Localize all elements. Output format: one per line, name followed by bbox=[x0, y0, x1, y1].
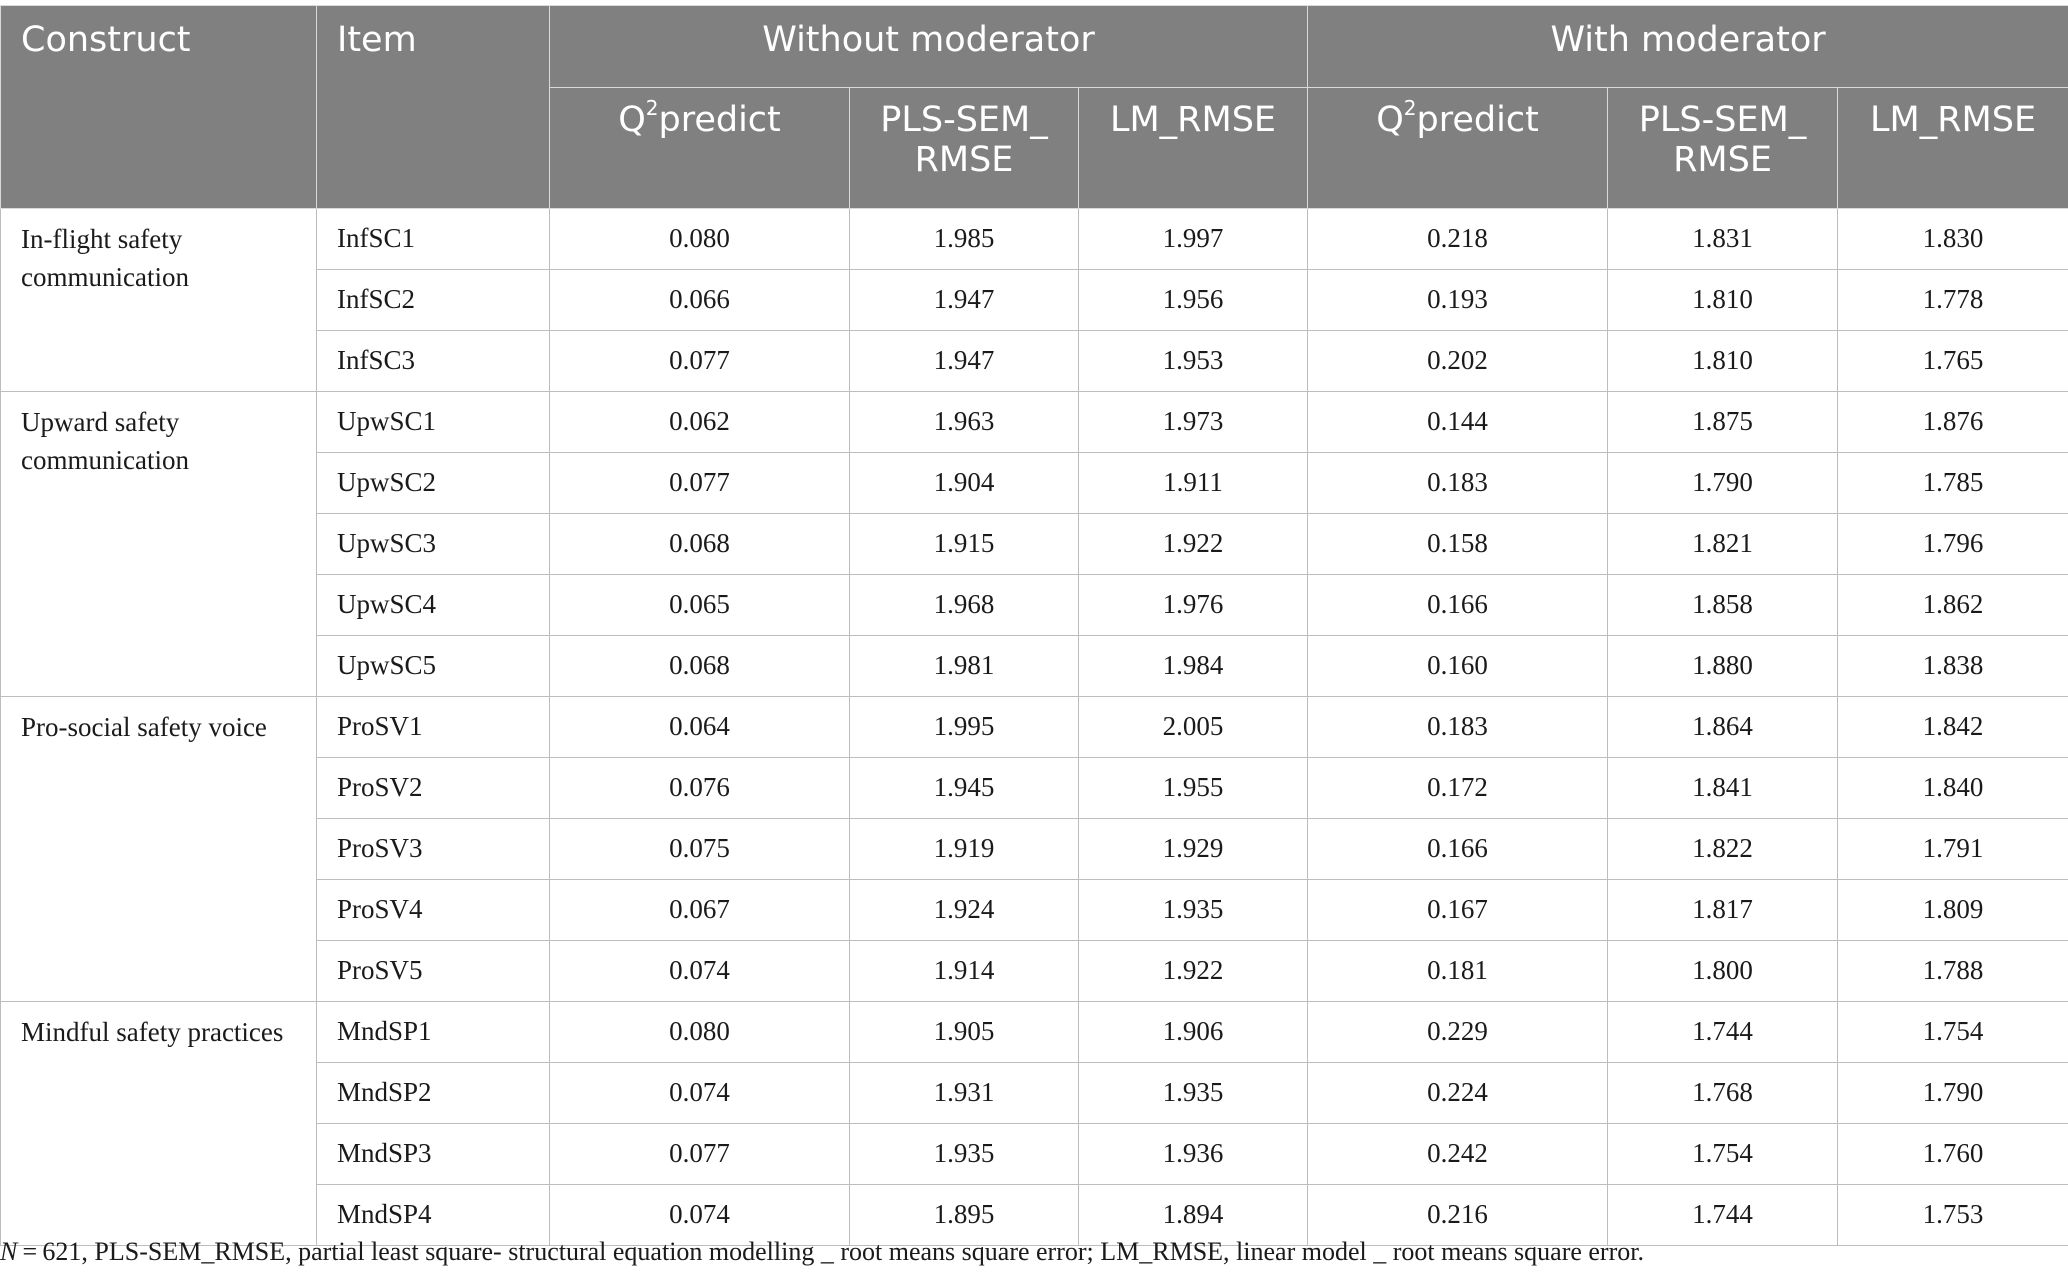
header-construct: Construct bbox=[1, 6, 317, 209]
header-sub-text-suffix: predict bbox=[1416, 100, 1539, 140]
value-cell: 1.936 bbox=[1079, 1124, 1308, 1185]
item-cell: InfSC2 bbox=[317, 270, 550, 331]
value-cell: 2.005 bbox=[1079, 697, 1308, 758]
value-cell: 0.068 bbox=[550, 514, 850, 575]
value-cell: 1.800 bbox=[1608, 941, 1838, 1002]
value-cell: 0.144 bbox=[1308, 392, 1608, 453]
value-cell: 1.810 bbox=[1608, 331, 1838, 392]
table-row bbox=[1, 392, 2068, 453]
value-cell: 1.760 bbox=[1838, 1124, 2068, 1185]
value-cell: 1.791 bbox=[1838, 819, 2068, 880]
header-sub-5 bbox=[1838, 88, 2068, 209]
item-cell: UpwSC4 bbox=[317, 575, 550, 636]
value-cell: 1.955 bbox=[1079, 758, 1308, 819]
value-cell: 0.183 bbox=[1308, 697, 1608, 758]
value-cell: 1.997 bbox=[1079, 209, 1308, 270]
header-sub-2 bbox=[1079, 88, 1308, 209]
item-cell: MndSP3 bbox=[317, 1124, 550, 1185]
value-cell: 1.911 bbox=[1079, 453, 1308, 514]
header-sub-text: Q bbox=[618, 100, 646, 140]
value-cell: 0.172 bbox=[1308, 758, 1608, 819]
value-cell: 1.976 bbox=[1079, 575, 1308, 636]
value-cell: 1.744 bbox=[1608, 1185, 1838, 1246]
value-cell: 0.167 bbox=[1308, 880, 1608, 941]
item-cell: ProSV2 bbox=[317, 758, 550, 819]
header-sub-text: PLS-SEM_ RMSE bbox=[880, 100, 1048, 181]
table-row bbox=[1, 697, 2068, 758]
value-cell: 0.077 bbox=[550, 331, 850, 392]
value-cell: 1.945 bbox=[850, 758, 1079, 819]
value-cell: 1.830 bbox=[1838, 209, 2068, 270]
value-cell: 1.754 bbox=[1608, 1124, 1838, 1185]
value-cell: 0.074 bbox=[550, 941, 850, 1002]
construct-cell: Pro-social safety voice bbox=[1, 697, 317, 1002]
value-cell: 1.840 bbox=[1838, 758, 2068, 819]
item-cell: ProSV5 bbox=[317, 941, 550, 1002]
value-cell: 1.753 bbox=[1838, 1185, 2068, 1246]
value-cell: 1.754 bbox=[1838, 1002, 2068, 1063]
value-cell: 0.193 bbox=[1308, 270, 1608, 331]
value-cell: 0.080 bbox=[550, 209, 850, 270]
value-cell: 0.166 bbox=[1308, 575, 1608, 636]
value-cell: 0.077 bbox=[550, 1124, 850, 1185]
value-cell: 1.790 bbox=[1838, 1063, 2068, 1124]
item-cell: MndSP1 bbox=[317, 1002, 550, 1063]
value-cell: 1.842 bbox=[1838, 697, 2068, 758]
value-cell: 1.895 bbox=[850, 1185, 1079, 1246]
item-cell: ProSV1 bbox=[317, 697, 550, 758]
table-row bbox=[1, 209, 2068, 270]
value-cell: 1.947 bbox=[850, 270, 1079, 331]
value-cell: 0.202 bbox=[1308, 331, 1608, 392]
value-cell: 1.809 bbox=[1838, 880, 2068, 941]
value-cell: 1.981 bbox=[850, 636, 1079, 697]
item-cell: ProSV3 bbox=[317, 819, 550, 880]
value-cell: 1.922 bbox=[1079, 941, 1308, 1002]
header-sub-text: PLS-SEM_ RMSE bbox=[1638, 100, 1807, 181]
value-cell: 0.064 bbox=[550, 697, 850, 758]
value-cell: 0.075 bbox=[550, 819, 850, 880]
table-row bbox=[1, 1002, 2068, 1063]
header-sub-text-suffix: predict bbox=[658, 100, 781, 140]
value-cell: 1.790 bbox=[1608, 453, 1838, 514]
footnote-n-label: N bbox=[0, 1237, 18, 1266]
item-cell: UpwSC2 bbox=[317, 453, 550, 514]
table-footnote bbox=[0, 1237, 1644, 1267]
item-cell: MndSP2 bbox=[317, 1063, 550, 1124]
header-sub-text: LM_RMSE bbox=[1109, 100, 1277, 140]
value-cell: 0.160 bbox=[1308, 636, 1608, 697]
value-cell: 0.229 bbox=[1308, 1002, 1608, 1063]
header-sub-text: LM_RMSE bbox=[1870, 100, 2037, 140]
value-cell: 0.158 bbox=[1308, 514, 1608, 575]
value-cell: 1.922 bbox=[1079, 514, 1308, 575]
value-cell: 1.778 bbox=[1838, 270, 2068, 331]
value-cell: 1.875 bbox=[1608, 392, 1838, 453]
value-cell: 1.862 bbox=[1838, 575, 2068, 636]
value-cell: 1.919 bbox=[850, 819, 1079, 880]
value-cell: 1.880 bbox=[1608, 636, 1838, 697]
value-cell: 1.914 bbox=[850, 941, 1079, 1002]
value-cell: 1.822 bbox=[1608, 819, 1838, 880]
value-cell: 1.905 bbox=[850, 1002, 1079, 1063]
header-sub-3 bbox=[1308, 88, 1608, 209]
value-cell: 0.242 bbox=[1308, 1124, 1608, 1185]
value-cell: 1.935 bbox=[1079, 1063, 1308, 1124]
item-cell: UpwSC1 bbox=[317, 392, 550, 453]
value-cell: 1.984 bbox=[1079, 636, 1308, 697]
value-cell: 1.810 bbox=[1608, 270, 1838, 331]
value-cell: 1.858 bbox=[1608, 575, 1838, 636]
header-item: Item bbox=[317, 6, 550, 209]
value-cell: 1.765 bbox=[1838, 331, 2068, 392]
header-sub-superscript: 2 bbox=[645, 96, 659, 120]
value-cell: 1.995 bbox=[850, 697, 1079, 758]
value-cell: 0.080 bbox=[550, 1002, 850, 1063]
item-cell: InfSC3 bbox=[317, 331, 550, 392]
value-cell: 1.985 bbox=[850, 209, 1079, 270]
construct-cell: In-flight safety communication bbox=[1, 209, 317, 392]
value-cell: 0.065 bbox=[550, 575, 850, 636]
value-cell: 1.838 bbox=[1838, 636, 2068, 697]
value-cell: 0.074 bbox=[550, 1185, 850, 1246]
value-cell: 1.785 bbox=[1838, 453, 2068, 514]
value-cell: 1.915 bbox=[850, 514, 1079, 575]
value-cell: 1.894 bbox=[1079, 1185, 1308, 1246]
value-cell: 1.768 bbox=[1608, 1063, 1838, 1124]
value-cell: 1.947 bbox=[850, 331, 1079, 392]
value-cell: 1.744 bbox=[1608, 1002, 1838, 1063]
value-cell: 1.929 bbox=[1079, 819, 1308, 880]
value-cell: 1.904 bbox=[850, 453, 1079, 514]
value-cell: 1.817 bbox=[1608, 880, 1838, 941]
construct-cell: Mindful safety practices bbox=[1, 1002, 317, 1246]
value-cell: 1.956 bbox=[1079, 270, 1308, 331]
value-cell: 0.062 bbox=[550, 392, 850, 453]
value-cell: 1.924 bbox=[850, 880, 1079, 941]
value-cell: 0.076 bbox=[550, 758, 850, 819]
value-cell: 1.841 bbox=[1608, 758, 1838, 819]
value-cell: 1.796 bbox=[1838, 514, 2068, 575]
header-sub-superscript: 2 bbox=[1403, 96, 1417, 120]
construct-cell: Upward safety communication bbox=[1, 392, 317, 697]
header-sub-1 bbox=[850, 88, 1079, 209]
value-cell: 0.166 bbox=[1308, 819, 1608, 880]
value-cell: 0.183 bbox=[1308, 453, 1608, 514]
value-cell: 0.181 bbox=[1308, 941, 1608, 1002]
header-sub-4 bbox=[1608, 88, 1838, 209]
value-cell: 1.935 bbox=[1079, 880, 1308, 941]
value-cell: 1.821 bbox=[1608, 514, 1838, 575]
value-cell: 1.973 bbox=[1079, 392, 1308, 453]
item-cell: ProSV4 bbox=[317, 880, 550, 941]
footnote-text: = 621, PLS-SEM_RMSE, partial least square- structural equation modelling _ root means square error; LM_RMSE, linear model _ root means square error. bbox=[17, 1237, 1644, 1266]
header-sub-text: Q bbox=[1376, 100, 1404, 140]
header-without-moderator: Without moderator bbox=[550, 6, 1308, 88]
header-with-moderator: With moderator bbox=[1308, 6, 2068, 88]
value-cell: 1.831 bbox=[1608, 209, 1838, 270]
item-cell: MndSP4 bbox=[317, 1185, 550, 1246]
value-cell: 0.068 bbox=[550, 636, 850, 697]
value-cell: 1.931 bbox=[850, 1063, 1079, 1124]
value-cell: 0.224 bbox=[1308, 1063, 1608, 1124]
value-cell: 1.788 bbox=[1838, 941, 2068, 1002]
value-cell: 0.218 bbox=[1308, 209, 1608, 270]
value-cell: 1.953 bbox=[1079, 331, 1308, 392]
value-cell: 0.216 bbox=[1308, 1185, 1608, 1246]
item-cell: UpwSC3 bbox=[317, 514, 550, 575]
value-cell: 0.077 bbox=[550, 453, 850, 514]
value-cell: 0.066 bbox=[550, 270, 850, 331]
header-sub-0 bbox=[550, 88, 850, 209]
value-cell: 1.963 bbox=[850, 392, 1079, 453]
value-cell: 0.067 bbox=[550, 880, 850, 941]
prediction-table bbox=[0, 5, 2068, 1246]
item-cell: UpwSC5 bbox=[317, 636, 550, 697]
value-cell: 1.935 bbox=[850, 1124, 1079, 1185]
item-cell: InfSC1 bbox=[317, 209, 550, 270]
value-cell: 0.074 bbox=[550, 1063, 850, 1124]
value-cell: 1.864 bbox=[1608, 697, 1838, 758]
value-cell: 1.876 bbox=[1838, 392, 2068, 453]
value-cell: 1.968 bbox=[850, 575, 1079, 636]
value-cell: 1.906 bbox=[1079, 1002, 1308, 1063]
